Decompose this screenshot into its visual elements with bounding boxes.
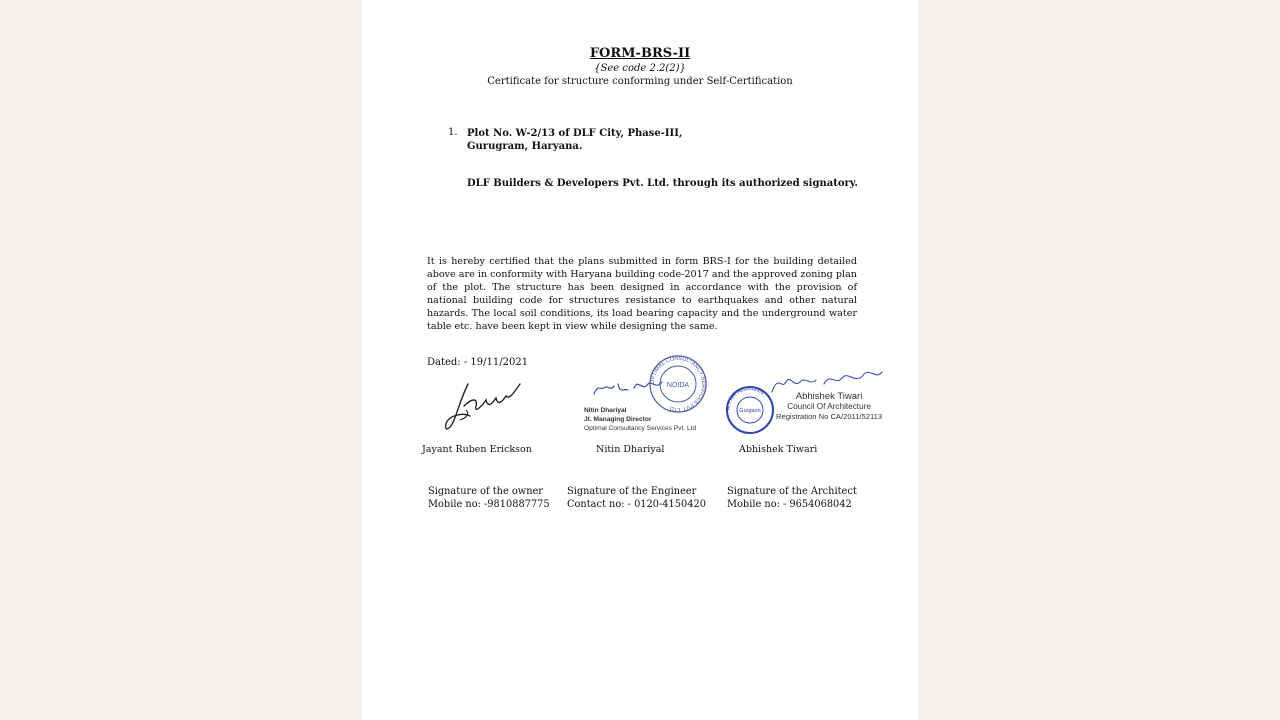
owner-signature bbox=[440, 376, 530, 436]
form-title: FORM-BRS-II bbox=[589, 46, 691, 61]
dated-line: Dated: - 19/11/2021 bbox=[427, 357, 529, 368]
architect-stamp-text bbox=[776, 392, 882, 422]
certificate-line: Certificate for structure conforming under Self-Certification bbox=[487, 76, 793, 87]
owner-role: Signature of the owner bbox=[428, 486, 543, 497]
architect-role: Signature of the Architect bbox=[727, 486, 857, 497]
engineer-seal-ring: OPTIMAL CONSULTANCY SERVICES PVT. LTD. bbox=[649, 355, 707, 413]
owner-name: Jayant Ruben Erickson bbox=[422, 444, 532, 455]
engineer-stamp-company: Optimal Consultancy Services Pvt. Ltd bbox=[584, 425, 697, 432]
plot-address-line2: Gurugram, Haryana. bbox=[467, 141, 583, 152]
certification-paragraph: It is hereby certified that the plans submitted in form BRS-I for the building detailed above are in conformity with Haryana building code-2017 and the approved zoning plan of the plot. The structure has been designed in accordance with the provision of national building code for structures resistance to earthquakes and other natural hazards. The local soil conditions, its load bearing capacity and the underground water table etc. have been kept in view while designing the same. bbox=[427, 256, 857, 332]
architect-signature-block bbox=[727, 485, 857, 511]
engineer-signature-seal bbox=[590, 354, 710, 414]
engineer-name: Nitin Dhariyal bbox=[596, 444, 665, 455]
architect-stamp-council: Council Of Architecture bbox=[787, 402, 871, 411]
engineer-stamp-text bbox=[584, 406, 696, 433]
architect-stamp-name: Abhishek Tiwari bbox=[795, 391, 863, 402]
plot-address-line1: Plot No. W-2/13 of DLF City, Phase-III, bbox=[467, 128, 683, 139]
engineer-contact: Contact no: - 0120-4150420 bbox=[567, 499, 706, 510]
owner-line: DLF Builders & Developers Pvt. Ltd. through its authorized signatory. bbox=[467, 178, 858, 189]
form-subtitle: {See code 2.2(2)} bbox=[594, 63, 686, 74]
engineer-stamp-name: Nitin Dhariyal bbox=[584, 407, 627, 414]
plot-address bbox=[467, 127, 682, 153]
architect-stamp-registration: Registration No CA/2011/52113 bbox=[776, 412, 883, 421]
architect-contact: Mobile no: - 9654068042 bbox=[727, 499, 852, 510]
document-page bbox=[362, 0, 918, 720]
architect-name: Abhishek Tiwari bbox=[739, 444, 818, 455]
owner-contact: Mobile no: -9810887775 bbox=[428, 499, 550, 510]
engineer-stamp-title: Jt. Managing Director bbox=[584, 416, 652, 423]
engineer-role: Signature of the Engineer bbox=[567, 486, 697, 497]
architect-seal-city: Gurgaon bbox=[739, 408, 761, 414]
owner-signature-block bbox=[428, 485, 550, 511]
architect-seal-ring: A.T.AR Associates bbox=[725, 385, 766, 411]
engineer-signature-block bbox=[567, 485, 706, 511]
engineer-seal-city: NOIDA bbox=[666, 382, 690, 389]
item-number: 1. bbox=[448, 127, 458, 138]
